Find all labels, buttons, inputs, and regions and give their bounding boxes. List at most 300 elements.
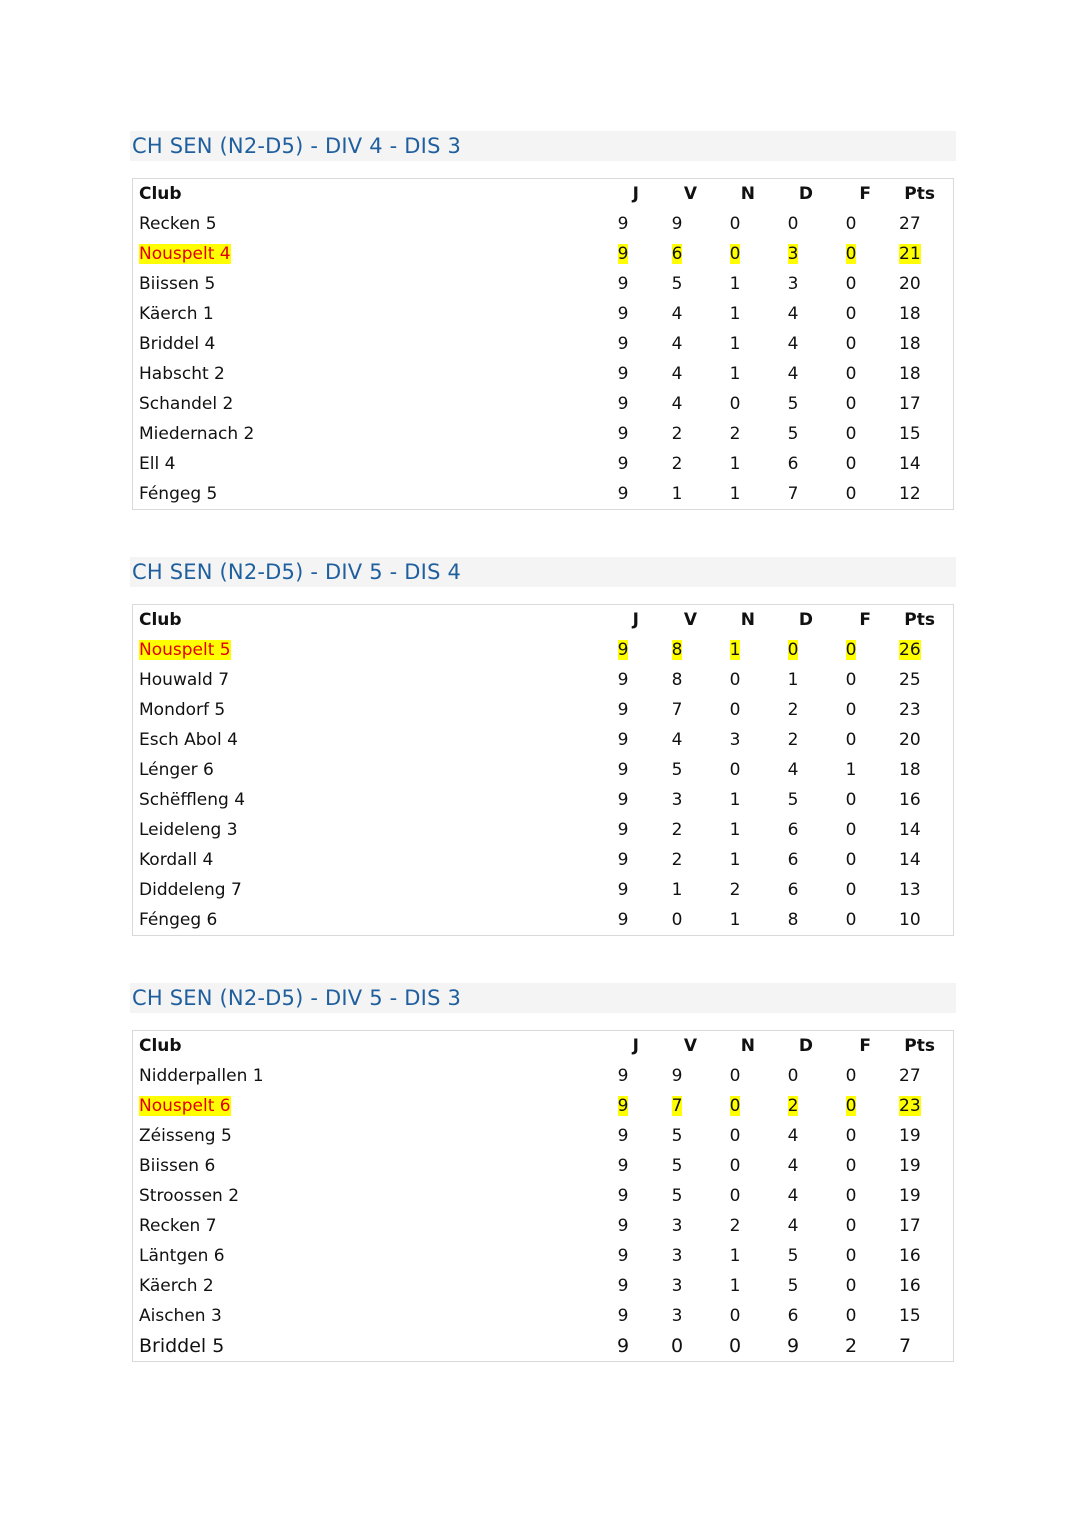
cell-n	[706, 299, 764, 329]
cell-n	[706, 1181, 764, 1211]
cell-pts	[880, 479, 953, 509]
cell-n	[706, 695, 764, 725]
cell-f	[822, 695, 880, 725]
cell-f	[822, 1151, 880, 1181]
club-cell	[133, 389, 598, 419]
cell-pts	[880, 1181, 953, 1211]
column-header-f: F	[859, 184, 871, 204]
cell-d	[764, 239, 822, 269]
cell-d	[764, 1301, 822, 1331]
value-f: 0	[845, 1186, 857, 1206]
value-n: 0	[729, 244, 741, 264]
cell-f	[822, 1091, 880, 1121]
table-header-row	[133, 1031, 953, 1061]
cell-n	[706, 845, 764, 875]
value-n: 1	[729, 304, 741, 324]
value-v: 4	[671, 394, 683, 414]
cell-v	[648, 479, 706, 509]
value-v: 6	[671, 244, 683, 264]
value-v: 5	[671, 274, 683, 294]
value-f: 0	[845, 700, 857, 720]
cell-f	[822, 1061, 880, 1091]
cell-j	[598, 1121, 648, 1151]
value-j: 9	[617, 670, 629, 690]
cell-n	[706, 1091, 764, 1121]
cell-pts	[880, 359, 953, 389]
cell-pts	[880, 389, 953, 419]
cell-f	[822, 449, 880, 479]
cell-pts	[880, 239, 953, 269]
cell-f	[822, 785, 880, 815]
table-row	[133, 1061, 953, 1091]
value-j: 9	[617, 244, 629, 264]
value-n: 2	[729, 1216, 741, 1236]
cell-d	[764, 725, 822, 755]
value-n: 1	[729, 910, 741, 930]
value-v: 8	[671, 640, 683, 660]
cell-pts	[880, 1061, 953, 1091]
cell-j	[598, 269, 648, 299]
value-n: 0	[729, 670, 741, 690]
value-d: 6	[787, 820, 799, 840]
value-n: 0	[729, 1156, 741, 1176]
value-d: 5	[787, 1246, 799, 1266]
value-pts: 16	[899, 790, 921, 810]
column-header-club: Club	[139, 1036, 182, 1056]
value-f: 0	[845, 1066, 857, 1086]
cell-pts	[880, 785, 953, 815]
value-f: 1	[845, 760, 857, 780]
column-header-j: J	[632, 1036, 639, 1056]
value-v: 3	[671, 790, 683, 810]
value-pts: 25	[899, 670, 921, 690]
section-title: CH SEN (N2-D5) - DIV 4 - DIS 3	[132, 134, 462, 158]
value-n: 0	[729, 700, 741, 720]
value-f: 0	[845, 1246, 857, 1266]
club-cell	[133, 329, 598, 359]
club-name: Diddeleng 7	[139, 880, 242, 900]
table-row	[133, 1151, 953, 1181]
value-n: 2	[729, 880, 741, 900]
column-header-v: V	[683, 1036, 697, 1056]
value-v: 1	[671, 880, 683, 900]
cell-j	[598, 299, 648, 329]
value-f: 0	[845, 1216, 857, 1236]
column-header-j: J	[632, 610, 639, 630]
cell-v	[648, 1211, 706, 1241]
column-header-n: N	[740, 1036, 755, 1056]
value-f: 0	[845, 484, 857, 504]
value-pts: 17	[899, 394, 921, 414]
table-row	[133, 1121, 953, 1151]
cell-v	[648, 1121, 706, 1151]
cell-j	[598, 1181, 648, 1211]
cell-j	[598, 785, 648, 815]
value-f: 0	[845, 820, 857, 840]
cell-d	[764, 1151, 822, 1181]
column-header-pts: Pts	[904, 1036, 935, 1056]
table-row	[133, 875, 953, 905]
cell-v	[648, 419, 706, 449]
value-n: 0	[728, 1335, 742, 1357]
value-pts: 27	[899, 214, 921, 234]
value-d: 7	[787, 484, 799, 504]
cell-d	[764, 209, 822, 239]
cell-d	[764, 635, 822, 665]
cell-v	[648, 785, 706, 815]
table-row	[133, 905, 953, 935]
cell-pts	[880, 725, 953, 755]
value-f: 0	[845, 304, 857, 324]
value-n: 1	[729, 640, 741, 660]
value-d: 4	[787, 1156, 799, 1176]
value-d: 4	[787, 1216, 799, 1236]
value-n: 1	[729, 1246, 741, 1266]
value-d: 4	[787, 1126, 799, 1146]
cell-pts	[880, 1151, 953, 1181]
value-n: 3	[729, 730, 741, 750]
column-header-d: D	[798, 610, 813, 630]
column-header-d: D	[798, 1036, 813, 1056]
value-d: 0	[787, 214, 799, 234]
table-row	[133, 1211, 953, 1241]
club-name: Stroossen 2	[139, 1186, 240, 1206]
standings-table-frame	[132, 604, 954, 936]
table-row	[133, 725, 953, 755]
cell-pts	[880, 329, 953, 359]
club-cell	[133, 1211, 598, 1241]
value-f: 0	[845, 790, 857, 810]
cell-n	[706, 1211, 764, 1241]
cell-pts	[880, 1271, 953, 1301]
value-d: 2	[787, 700, 799, 720]
club-cell	[133, 725, 598, 755]
club-name: Féngeg 5	[139, 484, 218, 504]
club-cell	[133, 209, 598, 239]
cell-j	[598, 1271, 648, 1301]
value-f: 0	[845, 424, 857, 444]
value-v: 5	[671, 1186, 683, 1206]
club-name: Käerch 1	[139, 304, 214, 324]
value-f: 0	[845, 1096, 857, 1116]
cell-n	[706, 1241, 764, 1271]
cell-pts	[880, 299, 953, 329]
column-header-v: V	[683, 610, 697, 630]
cell-pts	[880, 269, 953, 299]
value-d: 1	[787, 670, 799, 690]
cell-d	[764, 785, 822, 815]
cell-n	[706, 419, 764, 449]
cell-v	[648, 845, 706, 875]
value-pts: 10	[899, 910, 921, 930]
value-j: 9	[617, 1096, 629, 1116]
value-j: 9	[617, 214, 629, 234]
value-n: 0	[729, 1186, 741, 1206]
table-row	[133, 785, 953, 815]
cell-d	[764, 1271, 822, 1301]
value-v: 2	[671, 454, 683, 474]
value-pts: 14	[899, 454, 921, 474]
value-v: 2	[671, 850, 683, 870]
cell-n	[706, 905, 764, 935]
value-f: 0	[845, 274, 857, 294]
cell-d	[764, 1091, 822, 1121]
cell-j	[598, 755, 648, 785]
value-pts: 18	[899, 760, 921, 780]
club-name: Biissen 5	[139, 274, 216, 294]
cell-pts	[880, 845, 953, 875]
value-n: 0	[729, 1066, 741, 1086]
value-v: 5	[671, 1126, 683, 1146]
value-d: 4	[787, 760, 799, 780]
value-d: 9	[786, 1335, 800, 1357]
table-row	[133, 389, 953, 419]
cell-f	[822, 635, 880, 665]
value-pts: 23	[899, 1096, 921, 1116]
club-name: Miedernach 2	[139, 424, 255, 444]
value-pts: 23	[899, 700, 921, 720]
value-j: 9	[617, 1246, 629, 1266]
value-pts: 17	[899, 1216, 921, 1236]
cell-f	[822, 905, 880, 935]
table-row	[133, 209, 953, 239]
value-n: 0	[729, 1126, 741, 1146]
value-v: 8	[671, 670, 683, 690]
cell-f	[822, 1271, 880, 1301]
value-j: 9	[617, 1276, 629, 1296]
value-v: 4	[671, 364, 683, 384]
value-j: 9	[617, 394, 629, 414]
value-j: 9	[617, 304, 629, 324]
club-name: Nouspelt 5	[139, 640, 231, 660]
value-n: 1	[729, 484, 741, 504]
value-v: 3	[671, 1216, 683, 1236]
cell-v	[648, 1241, 706, 1271]
cell-f	[822, 1121, 880, 1151]
value-j: 9	[617, 484, 629, 504]
cell-pts	[880, 875, 953, 905]
value-v: 4	[671, 334, 683, 354]
table-row	[133, 1271, 953, 1301]
cell-n	[706, 389, 764, 419]
cell-v	[648, 1271, 706, 1301]
value-d: 0	[787, 1066, 799, 1086]
cell-v	[648, 1331, 706, 1361]
table-row-highlighted	[133, 239, 953, 269]
value-pts: 19	[899, 1126, 921, 1146]
club-cell	[133, 419, 598, 449]
cell-f	[822, 1301, 880, 1331]
cell-d	[764, 329, 822, 359]
value-j: 9	[617, 1306, 629, 1326]
club-cell	[133, 785, 598, 815]
cell-n	[706, 269, 764, 299]
cell-v	[648, 695, 706, 725]
value-pts: 20	[899, 730, 921, 750]
value-pts: 19	[899, 1156, 921, 1176]
cell-d	[764, 845, 822, 875]
cell-v	[648, 299, 706, 329]
cell-pts	[880, 1091, 953, 1121]
value-j: 9	[617, 760, 629, 780]
value-j: 9	[617, 640, 629, 660]
cell-v	[648, 815, 706, 845]
club-name: Nouspelt 4	[139, 244, 231, 264]
club-name: Zéisseng 5	[139, 1126, 232, 1146]
value-d: 6	[787, 850, 799, 870]
cell-f	[822, 1241, 880, 1271]
cell-j	[598, 665, 648, 695]
value-j: 9	[617, 1216, 629, 1236]
value-pts: 15	[899, 424, 921, 444]
standings-table-frame	[132, 178, 954, 510]
cell-d	[764, 299, 822, 329]
club-name: Briddel 4	[139, 334, 216, 354]
cell-n	[706, 1331, 764, 1361]
table-row	[133, 1181, 953, 1211]
cell-pts	[880, 419, 953, 449]
value-pts: 18	[899, 364, 921, 384]
cell-pts	[880, 635, 953, 665]
cell-j	[598, 1241, 648, 1271]
value-v: 4	[671, 304, 683, 324]
value-j: 9	[617, 700, 629, 720]
value-v: 0	[670, 1335, 684, 1357]
table-header-row	[133, 605, 953, 635]
club-cell	[133, 1181, 598, 1211]
column-header-n: N	[740, 184, 755, 204]
cell-d	[764, 389, 822, 419]
club-cell	[133, 239, 598, 269]
value-n: 1	[729, 850, 741, 870]
cell-j	[598, 695, 648, 725]
cell-v	[648, 1151, 706, 1181]
club-cell	[133, 1091, 598, 1121]
cell-j	[598, 419, 648, 449]
club-name: Esch Abol 4	[139, 730, 238, 750]
value-j: 9	[617, 1186, 629, 1206]
standings-section	[130, 131, 956, 510]
value-n: 0	[729, 1096, 741, 1116]
column-header-j: J	[632, 184, 639, 204]
value-f: 0	[845, 364, 857, 384]
value-n: 1	[729, 1276, 741, 1296]
cell-pts	[880, 755, 953, 785]
cell-d	[764, 815, 822, 845]
value-d: 3	[787, 274, 799, 294]
value-v: 2	[671, 424, 683, 444]
value-n: 1	[729, 454, 741, 474]
cell-pts	[880, 905, 953, 935]
cell-f	[822, 1211, 880, 1241]
cell-n	[706, 1061, 764, 1091]
section-title: CH SEN (N2-D5) - DIV 5 - DIS 4	[132, 560, 462, 584]
value-f: 0	[845, 1306, 857, 1326]
table-row	[133, 665, 953, 695]
value-d: 5	[787, 790, 799, 810]
standings-table-frame	[132, 1030, 954, 1362]
cell-pts	[880, 665, 953, 695]
club-cell	[133, 665, 598, 695]
column-header-d: D	[798, 184, 813, 204]
club-name: Ell 4	[139, 454, 176, 474]
cell-f	[822, 389, 880, 419]
value-d: 6	[787, 454, 799, 474]
club-cell	[133, 635, 598, 665]
table-row	[133, 479, 953, 509]
club-cell	[133, 1271, 598, 1301]
column-header-club: Club	[139, 610, 182, 630]
cell-j	[598, 239, 648, 269]
value-v: 3	[671, 1306, 683, 1326]
cell-j	[598, 845, 648, 875]
cell-f	[822, 1331, 880, 1361]
table-row	[133, 1301, 953, 1331]
value-pts: 13	[899, 880, 921, 900]
club-cell	[133, 1121, 598, 1151]
club-name: Féngeg 6	[139, 910, 218, 930]
cell-d	[764, 1211, 822, 1241]
cell-n	[706, 875, 764, 905]
cell-j	[598, 1061, 648, 1091]
value-d: 5	[787, 1276, 799, 1296]
value-f: 2	[844, 1335, 858, 1357]
value-v: 0	[671, 910, 683, 930]
cell-d	[764, 875, 822, 905]
value-j: 9	[617, 1156, 629, 1176]
value-pts: 16	[899, 1246, 921, 1266]
cell-d	[764, 419, 822, 449]
value-f: 0	[845, 1126, 857, 1146]
club-cell	[133, 299, 598, 329]
standings-table	[133, 179, 953, 509]
cell-pts	[880, 1331, 953, 1361]
table-row	[133, 845, 953, 875]
cell-f	[822, 479, 880, 509]
table-header-row	[133, 179, 953, 209]
cell-v	[648, 1181, 706, 1211]
value-f: 0	[845, 1156, 857, 1176]
table-row	[133, 419, 953, 449]
cell-f	[822, 845, 880, 875]
value-n: 1	[729, 334, 741, 354]
table-row-highlighted	[133, 635, 953, 665]
cell-j	[598, 479, 648, 509]
value-pts: 14	[899, 850, 921, 870]
table-row	[133, 755, 953, 785]
value-pts: 26	[899, 640, 921, 660]
cell-f	[822, 725, 880, 755]
cell-pts	[880, 815, 953, 845]
standings-section	[130, 557, 956, 936]
cell-d	[764, 665, 822, 695]
value-j: 9	[617, 454, 629, 474]
value-j: 9	[617, 790, 629, 810]
value-n: 1	[729, 820, 741, 840]
cell-j	[598, 1151, 648, 1181]
column-header-pts: Pts	[904, 184, 935, 204]
cell-v	[648, 1061, 706, 1091]
cell-j	[598, 1091, 648, 1121]
value-j: 9	[617, 424, 629, 444]
cell-j	[598, 1211, 648, 1241]
value-pts: 20	[899, 274, 921, 294]
cell-j	[598, 329, 648, 359]
cell-f	[822, 239, 880, 269]
value-f: 0	[845, 910, 857, 930]
cell-j	[598, 875, 648, 905]
cell-d	[764, 269, 822, 299]
